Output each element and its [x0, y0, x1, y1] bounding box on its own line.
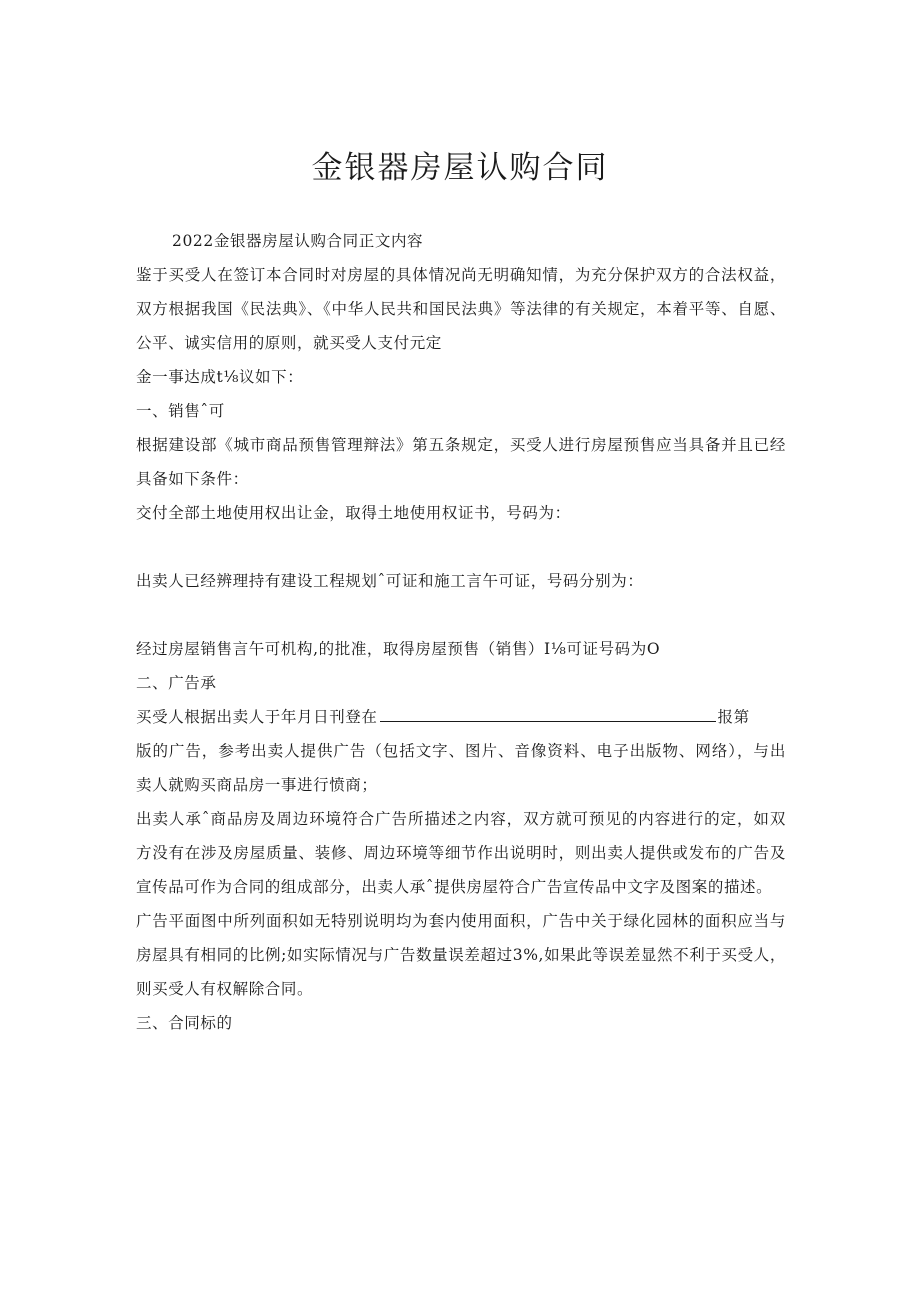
section-2-paragraph-1-start: 买受人根据出卖人于年月日刊登在 — [136, 708, 378, 726]
fill-in-blank-line — [380, 703, 716, 722]
document-body — [136, 224, 786, 1040]
section-2-paragraph-1 — [136, 700, 786, 734]
section-2-heading: 二、广告承 — [136, 674, 217, 692]
blank-space — [136, 530, 786, 564]
intro-paragraph-continued: 金一事达成t⅛议如下： — [136, 368, 304, 386]
blank-space — [136, 598, 786, 632]
section-2-paragraph-2: 出卖人承ˆ商品房及周边环境符合广告所描述之内容，双方就可预见的内容进行的定，如双方没有在涉及房屋质量、装修、周边环境等细节作出说明时，则出卖人提供或发布的广告及宣传品可作为合同的组成部分，出卖人承ˆ提供房屋符合广告宣传品中文字及图案的描述。 — [136, 810, 786, 896]
section-1-paragraph-1: 根据建设部《城市商品预售管理辩法》第五条规定，买受人进行房屋预售应当具备并且已经具备如下条件： — [136, 436, 786, 488]
section-1-heading: 一、销售ˆ可 — [136, 402, 225, 420]
section-2-paragraph-1-continued: 版的广告，参考出卖人提供广告（包括文字、图片、音像资料、电子出版物、网络），与出卖人就购买商品房一事进行愤商； — [136, 742, 786, 794]
intro-paragraph: 鉴于买受人在签订本合同时对房屋的具体情况尚无明确知情，为充分保护双方的合法权益，双方根据我国《民法典》、《中华人民共和国民法典》等法律的有关规定，本着平等、自愿、公平、诚实信用的原则，就买受人支付元定 — [136, 266, 786, 352]
section-2-paragraph-3: 广告平面图中所列面积如无特别说明均为套内使用面积，广告中关于绿化园林的面积应当与房屋具有相同的比例;如实际情况与广告数量误差超过3%,如果此等误差显然不利于买受人，则买受人有权解除合同。 — [136, 912, 786, 998]
section-1-paragraph-4: 经过房屋销售言午可机构,的批准，取得房屋预售（销售）I⅛可证号码为O — [136, 640, 661, 658]
section-1-paragraph-3: 出卖人已经辨理持有建设工程规划ˆ可证和施工言午可证，号码分别为： — [136, 572, 644, 590]
document-title: 金银器房屋认购合同 — [311, 150, 609, 186]
section-1-paragraph-2: 交付全部土地使用权出让金，取得土地使用权证书，号码为： — [136, 504, 571, 522]
section-2-paragraph-1-end: 报第 — [717, 708, 750, 726]
section-3-heading: 三、合同标的 — [136, 1014, 233, 1032]
document-subtitle: 2022金银器房屋认购合同正文内容 — [172, 232, 424, 250]
